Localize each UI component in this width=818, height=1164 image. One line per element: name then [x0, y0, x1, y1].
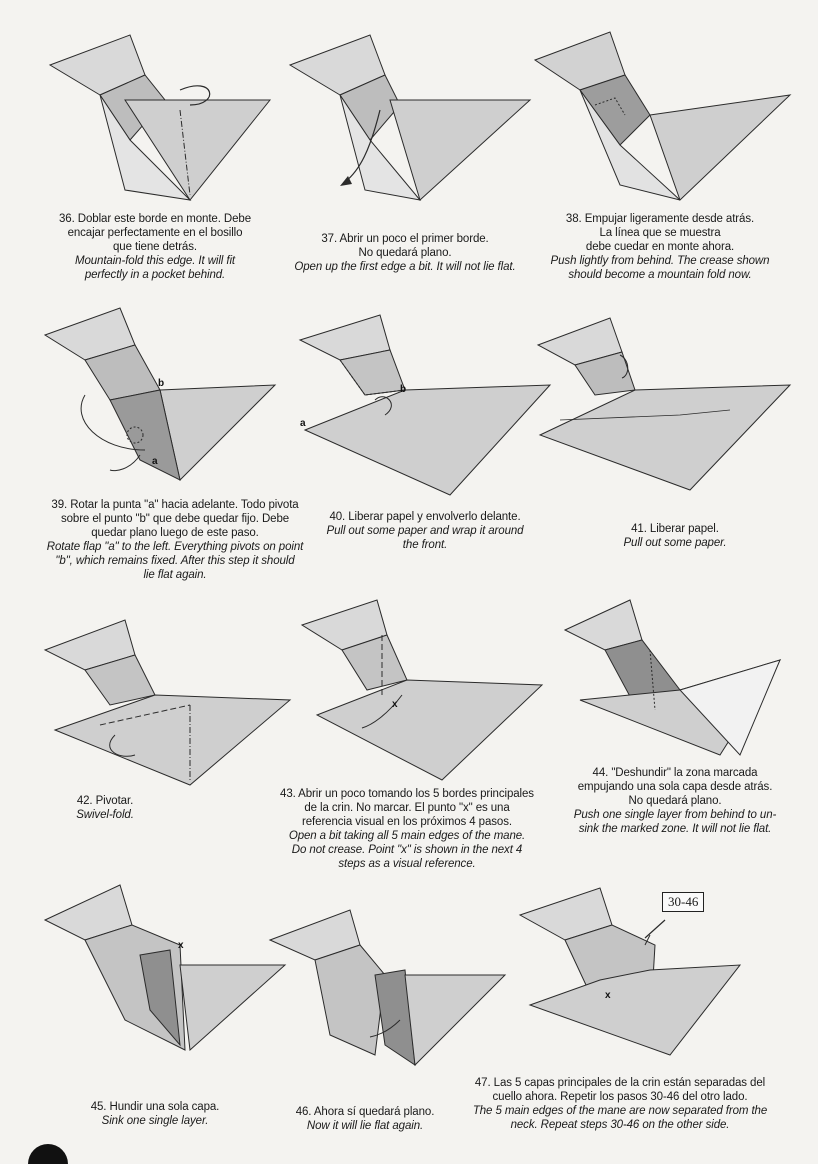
step-40-diagram: [290, 310, 560, 500]
step-46-text-es: 46. Ahora sí quedará plano.: [295, 1106, 435, 1118]
step-36-text-es: 36. Doblar este borde en monte. Debe encajar perfectamente en el bosillo que tiene detrás.: [58, 213, 252, 253]
step-43-label-x: x: [392, 699, 398, 710]
step-38-text-es: 38. Empujar ligeramente desde atrás. La línea que se muestra debe cuedar en monte ahora.: [565, 213, 755, 253]
step-41-text-en: Pull out some paper.: [623, 537, 727, 549]
step-39-label-a: a: [152, 456, 158, 467]
step-42-text-es: 42. Pivotar.: [76, 795, 134, 807]
step-45-text-es: 45. Hundir una sola capa.: [90, 1101, 220, 1113]
step-37-diagram: [270, 20, 540, 210]
step-36-text-en: Mountain-fold this edge. It will fit perfectly in a pocket behind.: [74, 255, 236, 281]
step-42: [40, 610, 300, 840]
step-40-caption: [310, 510, 540, 552]
step-37-text-en: Open up the first edge a bit. It will not lie flat.: [294, 261, 516, 273]
step-40: [290, 310, 560, 600]
step-40-label-b: b: [400, 384, 407, 395]
step-41-text-es: 41. Liberar papel.: [631, 523, 719, 535]
step-39-caption: [30, 498, 320, 582]
step-39: [30, 300, 320, 600]
step-45: [40, 880, 290, 1130]
step-40-text-en: Pull out some paper and wrap it around the front.: [326, 525, 524, 551]
step-44: [550, 590, 800, 850]
step-41-caption: [570, 522, 780, 550]
step-47-label-x: x: [605, 990, 611, 1001]
step-37-text-es: 37. Abrir un poco el primer borde. No quedará plano.: [321, 233, 489, 259]
step-43-text-es: 43. Abrir un poco tomando los 5 bordes principales de la crin. No marcar. El punto "x" es una referencia visual en los próximos 4 pasos.: [280, 788, 534, 828]
step-43-caption: [262, 787, 552, 871]
step-42-diagram: [40, 610, 300, 790]
step-45-diagram: [40, 880, 290, 1060]
step-44-text-es: 44. "Deshundir" la zona marcada empujando una sola capa desde atrás. No quedará plano.: [577, 767, 773, 807]
step-42-caption: [40, 794, 170, 822]
step-40-label-a: a: [300, 418, 306, 429]
step-38: [520, 20, 800, 300]
step-44-text-en: Push one single layer from behind to un- sink the marked zone. It will not lie flat.: [573, 809, 777, 835]
step-44-caption: [550, 766, 800, 836]
step-44-diagram: [550, 590, 800, 770]
step-39-text-en: Rotate flap "a" to the left. Everything pivots on point "b", which remains fixed. After this step it should lie flat again.: [46, 541, 304, 581]
page-corner-tab: [28, 1144, 68, 1164]
step-36-caption: [30, 212, 280, 282]
step-42-text-en: Swivel-fold.: [76, 809, 134, 821]
step-45-text-en: Sink one single layer.: [101, 1115, 209, 1127]
step-43: [262, 595, 552, 885]
step-37-caption: [270, 232, 540, 274]
step-45-label-x: x: [178, 940, 184, 951]
step-38-diagram: [520, 20, 800, 210]
step-43-text-en: Open a bit taking all 5 main edges of the mane. Do not crease. Point "x" is shown in the next 4 steps as a visual reference.: [288, 830, 526, 870]
step-46-text-en: Now it will lie flat again.: [306, 1120, 424, 1132]
step-37: [270, 20, 540, 300]
repeat-steps-box: 30-46: [662, 892, 704, 912]
step-47-caption: [450, 1076, 790, 1132]
step-36: [30, 20, 280, 300]
step-47-text-es: 47. Las 5 capas principales de la crin están separadas del cuello ahora. Repetir los pasos 30-46 del otro lado.: [474, 1077, 766, 1103]
step-45-caption: [40, 1100, 270, 1128]
step-47-text-en: The 5 main edges of the mane are now separated from the neck. Repeat steps 30-46 on the other side.: [472, 1105, 768, 1131]
step-47: [450, 880, 790, 1150]
step-41: [530, 310, 800, 600]
step-46-caption: [265, 1105, 465, 1133]
step-38-text-en: Push lightly from behind. The crease shown should become a mountain fold now.: [550, 255, 770, 281]
step-40-text-es: 40. Liberar papel y envolverlo delante.: [329, 511, 521, 523]
step-38-caption: [520, 212, 800, 282]
step-43-diagram: [262, 595, 552, 785]
step-41-diagram: [530, 310, 800, 500]
step-39-label-b: b: [158, 378, 165, 389]
step-36-diagram: [30, 20, 280, 210]
step-39-diagram: [30, 300, 320, 495]
step-39-text-es: 39. Rotar la punta "a" hacia adelante. Todo pivota sobre el punto "b" que debe quedar fijo. Debe quedar plano luego de este paso.: [51, 499, 299, 539]
step-47-diagram: [450, 880, 790, 1070]
